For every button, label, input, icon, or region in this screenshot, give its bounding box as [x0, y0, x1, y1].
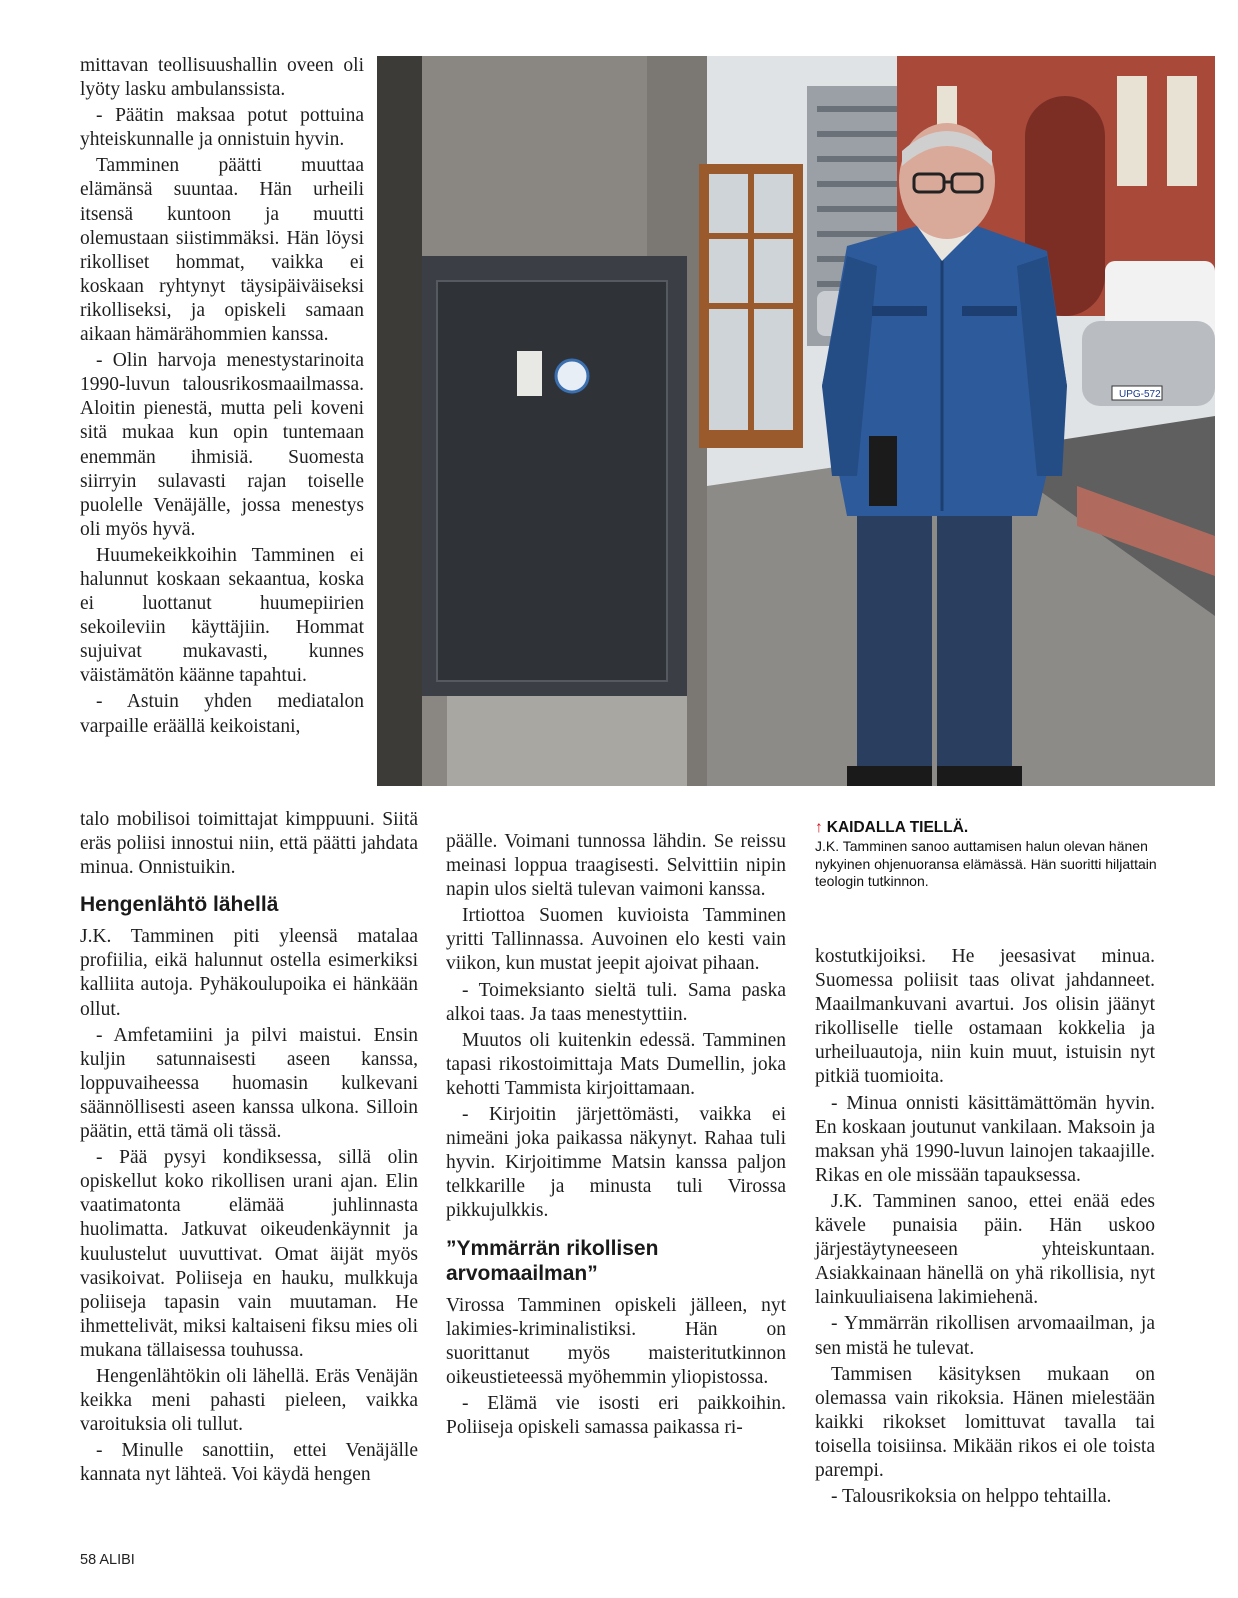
paragraph: talo mobilisoi toimittajat kimppuuni. Siitä eräs poliisi innostui niin, että päätti jahdata minua. Onnistuikin.	[80, 809, 418, 879]
subheading: Hengenlähtö lähellä	[80, 893, 279, 917]
photo-caption	[815, 818, 1175, 891]
paragraph: - Amfetamiini ja pilvi maistui. Ensin kuljin satunnaisesti aseen kanssa, loppuvaiheessa huomasin kulkevani säännöllisesti aseen kanssa ulkona. Silloin päätin, että tämä oli tässä.	[80, 1024, 418, 1143]
paragraph: Hengenlähtökin oli lähellä. Eräs Venäjän keikka meni pahasti pieleen, vaikka varoituksia oli tullut.	[80, 1365, 418, 1436]
caption-title	[815, 818, 1175, 838]
paragraph: - Ymmärrän rikollisen arvomaailman, ja sen mistä he tulevat.	[815, 1313, 1155, 1359]
article-column-left-bottom	[80, 808, 418, 1489]
article-column-left-top	[80, 54, 364, 741]
caption-title-text: KAIDALLA TIELLÄ.	[826, 819, 969, 836]
subheading: ”Ymmärrän rikollisen arvomaailman”	[446, 1236, 659, 1285]
article-column-middle	[446, 830, 786, 1442]
paragraph: mittavan teollisuushallin oveen oli lyöty lasku ambulanssista.	[80, 55, 364, 101]
paragraph: - Toimeksianto sieltä tuli. Sama paska alkoi taas. Ja taas menestyttiin.	[446, 979, 786, 1025]
page-folio: 58 ALIBI	[80, 1552, 135, 1568]
paragraph: Muutos oli kuitenkin edessä. Tamminen tapasi rikostoimittaja Mats Dumellin, joka kehotti Tammista kirjoittamaan.	[446, 1029, 786, 1099]
paragraph: - Astuin yhden mediatalon varpaille eräällä keikoistani,	[80, 691, 364, 737]
paragraph: kostutkijoiksi. He jeesasivat minua. Suomessa poliisit taas olivat jahdanneet. Maailmankuvani avartui. Jos olisin jäänyt rikolliselle tielle ostamaan kokkelia ja urheiluautoja, niin kuin muut, istuisin nyt pitkiä tuomioita.	[815, 946, 1155, 1088]
paragraph: - Minua onnisti käsittämättömän hyvin. En koskaan joutunut vankilaan. Maksoin ja maksan yhä 1990-luvun lainojen takaajille. Rikas en ole missään tapauksessa.	[815, 1092, 1155, 1186]
article-photo	[377, 56, 1215, 786]
license-plate-text: UPG-572	[1119, 389, 1161, 400]
paragraph: Irtiottoa Suomen kuvioista Tamminen yritti Tallinnassa. Auvoinen elo kesti vain viikon, kun mustat jeepit ajoivat pihaan.	[446, 905, 786, 975]
paragraph: Tamminen päätti muuttaa elämänsä suuntaa. Hän urheili itsensä kuntoon ja muutti olemustaan siistimmäksi. Hän löysi rikolliset hommat, vaikka ei koskaan ryhtynyt täysipäiväiseksi rikolliseksi, ja opiskeli samaan aikaan hämärähommien kanssa.	[80, 155, 364, 346]
paragraph: päälle. Voimani tunnossa lähdin. Se reissu meinasi loppua traagisesti. Selvittiin nipin napin ulos sieltä tulevan vaimoni kanssa.	[446, 831, 786, 901]
paragraph: J.K. Tamminen piti yleensä matalaa profiilia, eikä halunnut ostella esimerkiksi kalliita autoja. Pyhäkoulupoika ei hänkään ollut.	[80, 926, 418, 1020]
paragraph: - Minulle sanottiin, ettei Venäjälle kannata nyt lähteä. Voi käydä hengen	[80, 1440, 418, 1486]
paragraph: Huumekeikkoihin Tamminen ei halunnut koskaan sekaantua, koska ei luottanut huumepiirien sekoileviin käyttäjiin. Hommat sujuivat mukavasti, kunnes väistämätön käänne tapahtui.	[80, 544, 364, 687]
paragraph: - Elämä vie isosti eri paikkoihin. Poliiseja opiskeli samassa paikassa ri-	[446, 1392, 786, 1438]
paragraph: - Pää pysyi kondiksessa, sillä olin opiskellut koko rikollisen urani ajan. Elin vaatimatonta elämää juhlinnasta huolimatta. Jatkuvat oikeudenkäynnit ja kuulustelut uuvuttivat. Omat äijät myös vasikoivat. Poliiseja en hauku, mulkkuja poliiseja tapasin vain muutaman. He ihmettelivät, miksi kaltaiseni fiksu mies oli mukana tällaisessa touhussa.	[80, 1147, 418, 1361]
paragraph: - Päätin maksaa potut pottuina yhteiskunnalle ja onnistuin hyvin.	[80, 105, 364, 151]
paragraph: - Talousrikoksia on helppo tehtailla.	[831, 1486, 1112, 1508]
caption-body: J.K. Tamminen sanoo auttamisen halun olevan hänen nykyinen ohjenuoransa elämässä. Hän suoritti hiljattain teologin tutkinnon.	[815, 838, 1157, 889]
paragraph: Virossa Tamminen opiskeli jälleen, nyt lakimies-kriminalistiksi. Hän on suorittanut myös maisteritutkinnon oikeustieteessä myöhemmin yliopistossa.	[446, 1294, 786, 1388]
paragraph: J.K. Tamminen sanoo, ettei enää edes kävele punaisia päin. Hän uskoo järjestäytyneeseen yhteiskuntaan. Asiakkainaan hänellä on yhä rikollisia, nyt lainkuuliaisena lakimiehenä.	[815, 1190, 1155, 1309]
paragraph: Tammisen käsityksen mukaan on olemassa vain rikoksia. Hänen mielestään kaikki rikokset lomittuvat tavalla tai toisella toisiinsa. Mikään rikos ei ole toista parempi.	[815, 1363, 1155, 1481]
article-column-right	[815, 945, 1155, 1511]
paragraph: - Olin harvoja menestystarinoita 1990-luvun talousrikosmaailmassa. Aloitin pienestä, mutta peli koveni sitä mukaa kun opin tuntemaan enemmän ihmisiä. Suomesta siirryin sulavasti rajan toiselle puolelle Venäjälle, jossa menestys oli myös hyvä.	[80, 350, 364, 540]
street-photo-illustration	[377, 56, 1215, 786]
paragraph: - Kirjoitin järjettömästi, vaikka ei nimeäni joka paikassa näkynyt. Rahaa tuli hyvin. Kirjoitimme Matsin kanssa paljon telkkarille ja minusta tuli Virossa pikkujulkkis.	[446, 1104, 786, 1222]
up-arrow-icon: ↑	[815, 819, 823, 836]
